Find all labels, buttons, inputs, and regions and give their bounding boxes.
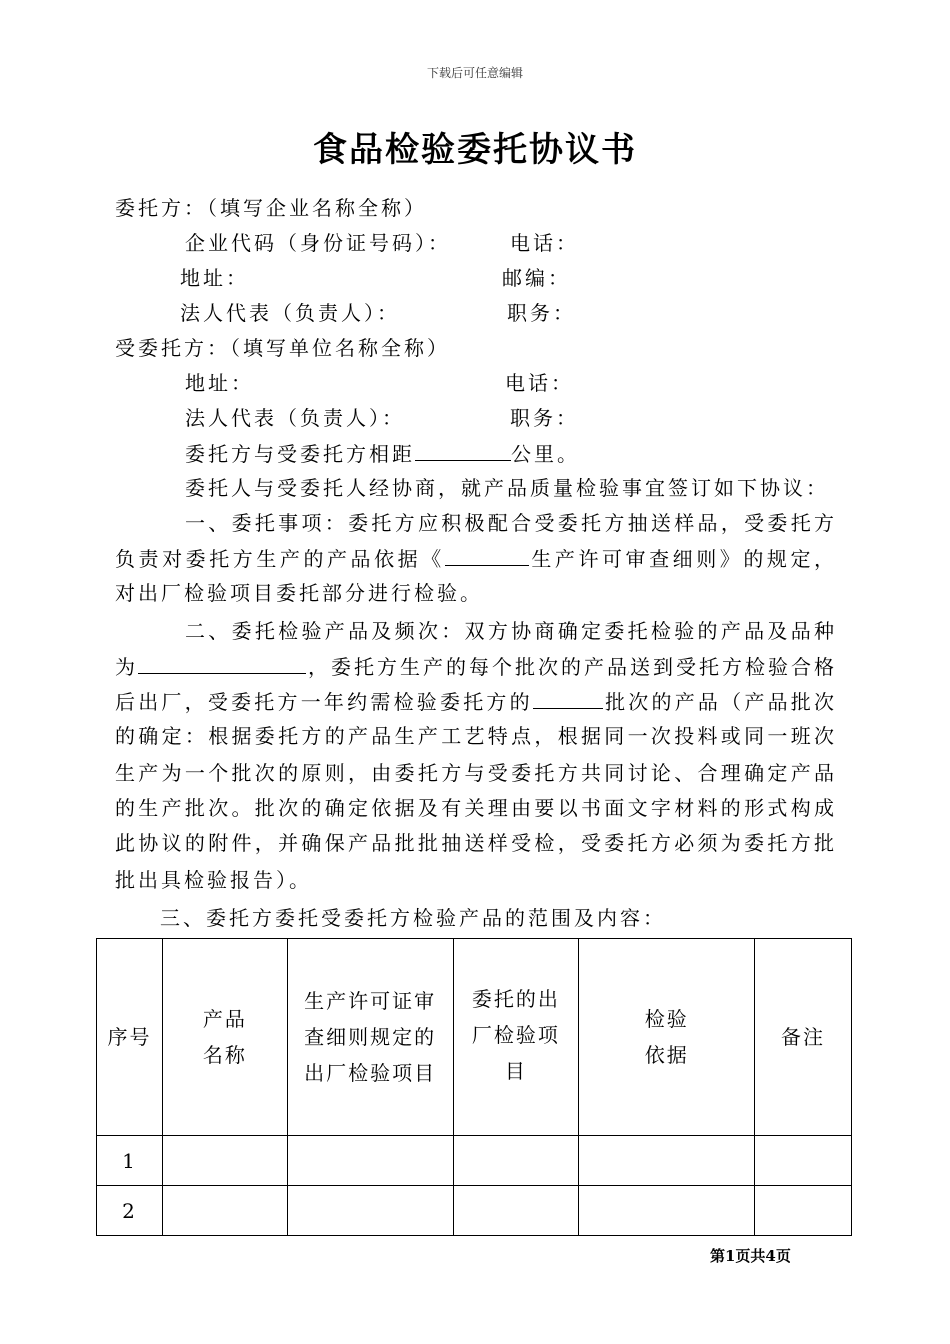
trustee-legal-rep-field: 法人代表（负责人）： bbox=[185, 406, 405, 430]
distance-text-after: 公里。 bbox=[511, 442, 580, 466]
clause1-standard-blank[interactable] bbox=[445, 545, 529, 566]
clause1-line2 bbox=[115, 545, 835, 572]
cell-remark[interactable] bbox=[755, 1136, 852, 1186]
cell-delegated-items[interactable] bbox=[453, 1186, 579, 1236]
client-legal-rep-field: 法人代表（负责人）： bbox=[180, 301, 400, 325]
cell-delegated-items[interactable] bbox=[453, 1136, 579, 1186]
header-required-items: 生产许可证审 查细则规定的 出厂检验项目 bbox=[287, 939, 453, 1136]
cell-remark[interactable] bbox=[755, 1186, 852, 1236]
client-position-field: 职务： bbox=[507, 301, 576, 325]
clause2-line7: 此协议的附件，并确保产品批批抽送样受检，受委托方必须为委托方批 bbox=[115, 831, 835, 855]
cell-inspection-basis[interactable] bbox=[579, 1186, 755, 1236]
table-row bbox=[97, 1186, 852, 1236]
clause2-line3 bbox=[115, 688, 835, 715]
header-delegated-items: 委托的出 厂检验项 目 bbox=[453, 939, 579, 1136]
trustee-label: 受委托方：（填写单位名称全称） bbox=[115, 336, 450, 360]
cell-product-name[interactable] bbox=[162, 1136, 287, 1186]
distance-line bbox=[185, 440, 580, 467]
clause2-line2 bbox=[115, 653, 835, 680]
cell-required-items[interactable] bbox=[287, 1186, 453, 1236]
row-seq: 2 bbox=[97, 1186, 163, 1236]
cell-required-items[interactable] bbox=[287, 1136, 453, 1186]
clause2-line6: 的生产批次。批次的确定依据及有关理由要以书面文字材料的形式构成 bbox=[115, 796, 835, 820]
table-header-row bbox=[97, 939, 852, 1136]
header-seq: 序号 bbox=[97, 939, 163, 1136]
clause2-line1: 二、委托检验产品及频次：双方协商确定委托检验的产品及品种 bbox=[185, 619, 835, 643]
clause1-line1: 一、委托事项：委托方应积极配合受委托方抽送样品，受委托方 bbox=[185, 511, 835, 535]
intro-text: 委托人与受委托人经协商，就产品质量检验事宜签订如下协议： bbox=[185, 476, 829, 500]
distance-blank[interactable] bbox=[415, 440, 511, 461]
clause3-heading: 三、委托方委托受委托方检验产品的范围及内容： bbox=[160, 906, 666, 930]
cell-inspection-basis[interactable] bbox=[579, 1136, 755, 1186]
trustee-position-field: 职务： bbox=[510, 406, 579, 430]
header-remark: 备注 bbox=[755, 939, 852, 1136]
table-row bbox=[97, 1136, 852, 1186]
page-number: 第1页共4页 bbox=[710, 1247, 791, 1265]
clause2-batch-blank[interactable] bbox=[533, 688, 603, 709]
client-address-field: 地址： bbox=[180, 266, 249, 290]
clause2-product-blank[interactable] bbox=[138, 653, 306, 674]
distance-text-before: 委托方与受委托方相距 bbox=[185, 442, 415, 466]
clause2-line3-before: 后出厂，受委托方一年约需检验委托方的 bbox=[115, 690, 533, 714]
clause2-line4: 的确定：根据委托方的产品生产工艺特点，根据同一次投料或同一班次 bbox=[115, 724, 835, 748]
clause1-text-after: 生产许可审查细则》的规定， bbox=[528, 547, 836, 571]
trustee-address-field: 地址： bbox=[185, 371, 254, 395]
header-note: 下载后可任意编辑 bbox=[426, 66, 523, 80]
client-code-field: 企业代码（身份证号码）： bbox=[185, 231, 451, 255]
client-phone-field: 电话： bbox=[510, 231, 579, 255]
header-inspection-basis: 检验 依据 bbox=[579, 939, 755, 1136]
clause2-line3-after: 批次的产品（产品批次 bbox=[602, 690, 836, 714]
trustee-phone-field: 电话： bbox=[505, 371, 574, 395]
clause2-line5: 生产为一个批次的原则，由委托方与受委托方共同讨论、合理确定产品 bbox=[115, 761, 835, 785]
client-label: 委托方：（填写企业名称全称） bbox=[115, 196, 427, 220]
clause1-text-before: 负责对委托方生产的产品依据《 bbox=[115, 547, 445, 571]
row-seq: 1 bbox=[97, 1136, 163, 1186]
clause2-line8: 批出具检验报告）。 bbox=[115, 868, 312, 892]
client-postcode-field: 邮编： bbox=[502, 266, 571, 290]
clause2-text-before: 为 bbox=[115, 655, 138, 679]
clause2-text-after: ，委托方生产的每个批次的产品送到受托方检验合格 bbox=[306, 655, 835, 679]
cell-product-name[interactable] bbox=[162, 1186, 287, 1236]
clause1-line3: 对出厂检验项目委托部分进行检验。 bbox=[115, 581, 483, 605]
inspection-scope-table bbox=[96, 938, 852, 1236]
document-title: 食品检验委托协议书 bbox=[313, 130, 637, 170]
header-product-name: 产品 名称 bbox=[162, 939, 287, 1136]
